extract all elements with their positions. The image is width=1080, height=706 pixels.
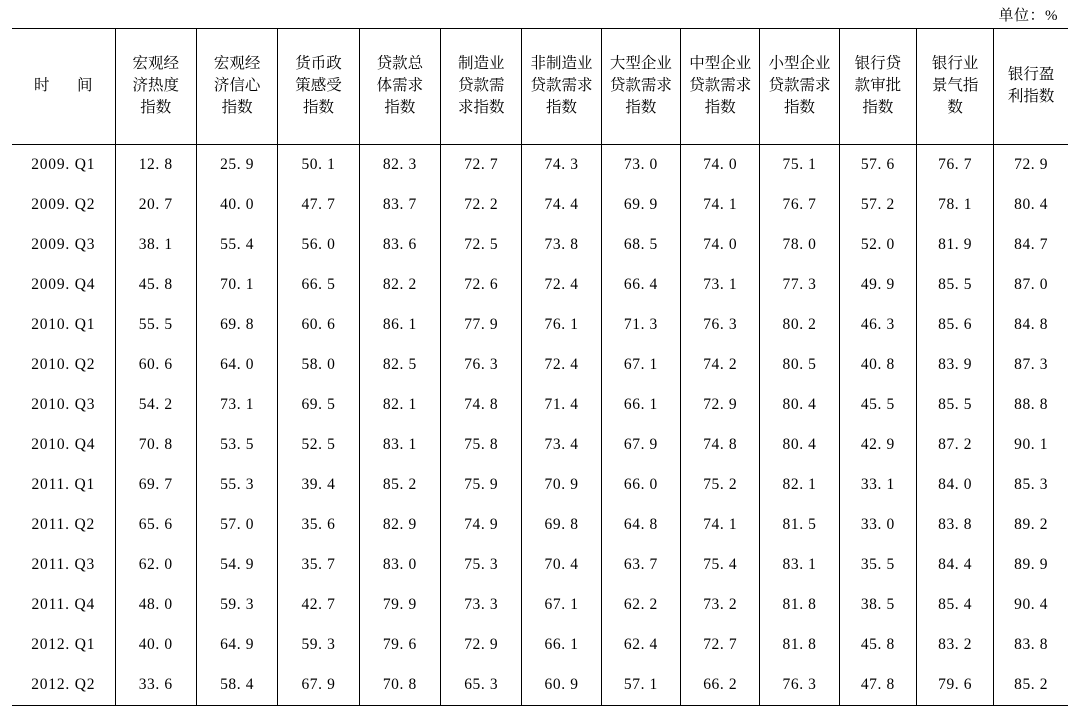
header-line: 大型企业	[609, 55, 672, 72]
cell-macro_heat: 54. 2	[115, 385, 196, 425]
cell-macro_heat: 55. 5	[115, 305, 196, 345]
cell-monetary_policy: 58. 0	[278, 345, 359, 385]
cell-banking_prosperity: 81. 9	[916, 225, 993, 265]
cell-large_enterprise_loan_demand: 71. 3	[601, 305, 680, 345]
cell-nonmanufacturing_loan_demand: 70. 4	[522, 545, 601, 585]
cell-monetary_policy: 35. 7	[278, 545, 359, 585]
cell-banking_prosperity: 85. 5	[916, 385, 993, 425]
cell-bank_profit: 83. 8	[994, 625, 1068, 665]
cell-monetary_policy: 39. 4	[278, 465, 359, 505]
cell-total_loan_demand: 85. 2	[359, 465, 440, 505]
cell-manufacturing_loan_demand: 65. 3	[441, 665, 522, 706]
cell-total_loan_demand: 82. 5	[359, 345, 440, 385]
column-header-nonmanufacturing-loan-demand	[522, 29, 601, 145]
cell-total_loan_demand: 79. 6	[359, 625, 440, 665]
cell-small_enterprise_loan_demand: 76. 7	[760, 185, 839, 225]
cell-medium_enterprise_loan_demand: 74. 8	[681, 425, 760, 465]
cell-monetary_policy: 52. 5	[278, 425, 359, 465]
header-line: 利指数	[1007, 88, 1055, 105]
table-head	[12, 29, 1068, 145]
cell-macro_heat: 12. 8	[115, 145, 196, 186]
column-header-large-enterprise-loan-demand	[601, 29, 680, 145]
header-line: 济信心	[213, 77, 261, 94]
cell-time: 2011. Q1	[31, 475, 96, 493]
cell-monetary_policy: 59. 3	[278, 625, 359, 665]
cell-banking_prosperity: 85. 5	[916, 265, 993, 305]
cell-nonmanufacturing_loan_demand: 72. 4	[522, 265, 601, 305]
header-line: 制造业	[457, 55, 505, 72]
cell-bank_profit: 90. 1	[994, 425, 1068, 465]
cell-banking_prosperity: 85. 6	[916, 305, 993, 345]
cell-large_enterprise_loan_demand: 68. 5	[601, 225, 680, 265]
cell-nonmanufacturing_loan_demand: 70. 9	[522, 465, 601, 505]
cell-macro_confidence: 58. 4	[196, 665, 277, 706]
header-line: 小型企业	[768, 55, 831, 72]
cell-time: 2009. Q1	[31, 155, 96, 173]
cell-medium_enterprise_loan_demand: 74. 2	[681, 345, 760, 385]
cell-bank_profit: 87. 0	[994, 265, 1068, 305]
table-row	[12, 345, 1068, 385]
cell-small_enterprise_loan_demand: 81. 5	[760, 505, 839, 545]
cell-macro_confidence: 40. 0	[196, 185, 277, 225]
table-row	[12, 425, 1068, 465]
table-row	[12, 225, 1068, 265]
cell-bank_loan_approval: 46. 3	[839, 305, 916, 345]
header-line: 指数	[704, 99, 736, 116]
cell-manufacturing_loan_demand: 72. 2	[441, 185, 522, 225]
cell-medium_enterprise_loan_demand: 75. 2	[681, 465, 760, 505]
cell-monetary_policy: 60. 6	[278, 305, 359, 345]
cell-time: 2011. Q2	[31, 515, 96, 533]
header-line: 指数	[384, 99, 416, 116]
cell-macro_confidence: 73. 1	[196, 385, 277, 425]
cell-macro_heat: 65. 6	[115, 505, 196, 545]
header-line: 数	[947, 99, 963, 116]
cell-bank_loan_approval: 57. 6	[839, 145, 916, 186]
cell-medium_enterprise_loan_demand: 73. 1	[681, 265, 760, 305]
header-line: 体需求	[376, 77, 424, 94]
cell-manufacturing_loan_demand: 76. 3	[441, 345, 522, 385]
header-line: 货币政	[295, 55, 342, 72]
cell-time: 2010. Q3	[31, 395, 96, 413]
cell-bank_profit: 85. 2	[994, 665, 1068, 706]
cell-bank_profit: 89. 9	[994, 545, 1068, 585]
table-header-row	[12, 29, 1068, 145]
cell-banking_prosperity: 83. 8	[916, 505, 993, 545]
cell-nonmanufacturing_loan_demand: 74. 3	[522, 145, 601, 186]
cell-bank_loan_approval: 57. 2	[839, 185, 916, 225]
cell-time: 2010. Q4	[31, 435, 96, 453]
cell-large_enterprise_loan_demand: 62. 4	[601, 625, 680, 665]
table-row	[12, 145, 1068, 186]
cell-macro_heat: 33. 6	[115, 665, 196, 706]
cell-bank_loan_approval: 49. 9	[839, 265, 916, 305]
cell-large_enterprise_loan_demand: 67. 1	[601, 345, 680, 385]
table-row	[12, 385, 1068, 425]
cell-monetary_policy: 66. 5	[278, 265, 359, 305]
cell-banking_prosperity: 78. 1	[916, 185, 993, 225]
header-line: 指数	[140, 99, 172, 116]
column-header-small-enterprise-loan-demand	[760, 29, 839, 145]
cell-large_enterprise_loan_demand: 63. 7	[601, 545, 680, 585]
cell-total_loan_demand: 86. 1	[359, 305, 440, 345]
cell-bank_loan_approval: 35. 5	[839, 545, 916, 585]
cell-macro_confidence: 64. 9	[196, 625, 277, 665]
cell-macro_confidence: 25. 9	[196, 145, 277, 186]
cell-bank_profit: 84. 8	[994, 305, 1068, 345]
cell-large_enterprise_loan_demand: 73. 0	[601, 145, 680, 186]
column-header-banking-prosperity	[916, 29, 993, 145]
header-line: 求指数	[457, 99, 505, 116]
cell-bank_profit: 84. 7	[994, 225, 1068, 265]
cell-bank_profit: 89. 2	[994, 505, 1068, 545]
cell-total_loan_demand: 79. 9	[359, 585, 440, 625]
cell-small_enterprise_loan_demand: 76. 3	[760, 665, 839, 706]
cell-banking_prosperity: 85. 4	[916, 585, 993, 625]
cell-macro_confidence: 64. 0	[196, 345, 277, 385]
cell-macro_heat: 40. 0	[115, 625, 196, 665]
cell-manufacturing_loan_demand: 75. 9	[441, 465, 522, 505]
cell-large_enterprise_loan_demand: 62. 2	[601, 585, 680, 625]
cell-macro_confidence: 70. 1	[196, 265, 277, 305]
cell-monetary_policy: 69. 5	[278, 385, 359, 425]
cell-macro_confidence: 69. 8	[196, 305, 277, 345]
cell-bank_profit: 85. 3	[994, 465, 1068, 505]
header-line: 款审批	[854, 77, 902, 94]
cell-macro_confidence: 59. 3	[196, 585, 277, 625]
column-header-monetary-policy	[278, 29, 359, 145]
cell-manufacturing_loan_demand: 74. 9	[441, 505, 522, 545]
column-header-macro-heat	[115, 29, 196, 145]
header-line: 济热度	[132, 77, 179, 94]
cell-bank_loan_approval: 52. 0	[839, 225, 916, 265]
cell-large_enterprise_loan_demand: 64. 8	[601, 505, 680, 545]
cell-monetary_policy: 67. 9	[278, 665, 359, 706]
cell-manufacturing_loan_demand: 72. 7	[441, 145, 522, 186]
cell-monetary_policy: 35. 6	[278, 505, 359, 545]
cell-bank_loan_approval: 33. 0	[839, 505, 916, 545]
header-line: 中型企业	[689, 55, 752, 72]
cell-total_loan_demand: 82. 3	[359, 145, 440, 186]
cell-bank_profit: 72. 9	[994, 145, 1068, 186]
header-line: 策感受	[295, 77, 342, 94]
cell-monetary_policy: 42. 7	[278, 585, 359, 625]
cell-time: 2009. Q4	[31, 275, 96, 293]
cell-macro_confidence: 55. 4	[196, 225, 277, 265]
cell-bank_loan_approval: 33. 1	[839, 465, 916, 505]
cell-medium_enterprise_loan_demand: 72. 9	[681, 385, 760, 425]
cell-time: 2010. Q2	[31, 355, 96, 373]
cell-time: 2011. Q4	[31, 595, 96, 613]
header-line: 贷款需	[457, 77, 505, 94]
cell-total_loan_demand: 82. 2	[359, 265, 440, 305]
cell-macro_heat: 45. 8	[115, 265, 196, 305]
unit-note: 单位：%	[998, 8, 1058, 24]
cell-total_loan_demand: 70. 8	[359, 665, 440, 706]
cell-nonmanufacturing_loan_demand: 67. 1	[522, 585, 601, 625]
cell-large_enterprise_loan_demand: 66. 0	[601, 465, 680, 505]
cell-time: 2009. Q3	[31, 235, 96, 253]
cell-small_enterprise_loan_demand: 81. 8	[760, 585, 839, 625]
cell-medium_enterprise_loan_demand: 74. 1	[681, 185, 760, 225]
cell-bank_profit: 88. 8	[994, 385, 1068, 425]
table-row	[12, 185, 1068, 225]
cell-small_enterprise_loan_demand: 80. 5	[760, 345, 839, 385]
cell-total_loan_demand: 82. 1	[359, 385, 440, 425]
cell-nonmanufacturing_loan_demand: 74. 4	[522, 185, 601, 225]
cell-time: 2010. Q1	[31, 315, 96, 333]
cell-small_enterprise_loan_demand: 80. 4	[760, 425, 839, 465]
cell-macro_confidence: 53. 5	[196, 425, 277, 465]
cell-large_enterprise_loan_demand: 66. 1	[601, 385, 680, 425]
cell-bank_loan_approval: 45. 8	[839, 625, 916, 665]
cell-nonmanufacturing_loan_demand: 73. 8	[522, 225, 601, 265]
header-line: 宏观经	[213, 55, 261, 72]
column-header-total-loan-demand	[359, 29, 440, 145]
cell-total_loan_demand: 82. 9	[359, 505, 440, 545]
cell-time: 2009. Q2	[31, 195, 96, 213]
header-line: 宏观经	[132, 55, 179, 72]
cell-time: 2012. Q1	[31, 635, 96, 653]
cell-time: 2012. Q2	[12, 665, 115, 706]
cell-banking_prosperity: 83. 9	[916, 345, 993, 385]
cell-small_enterprise_loan_demand: 78. 0	[760, 225, 839, 265]
cell-small_enterprise_loan_demand: 77. 3	[760, 265, 839, 305]
cell-medium_enterprise_loan_demand: 74. 0	[681, 145, 760, 186]
table-row	[12, 305, 1068, 345]
header-line: 贷款需求	[768, 77, 831, 94]
cell-banking_prosperity: 84. 0	[916, 465, 993, 505]
header-line: 指数	[784, 99, 816, 116]
cell-bank_loan_approval: 47. 8	[839, 665, 916, 706]
cell-macro_confidence: 54. 9	[196, 545, 277, 585]
header-line: 贷款需求	[530, 77, 593, 94]
column-header-bank-profit	[994, 29, 1068, 145]
column-header-macro-confidence	[196, 29, 277, 145]
column-header-bank-loan-approval	[839, 29, 916, 145]
cell-monetary_policy: 50. 1	[278, 145, 359, 186]
cell-nonmanufacturing_loan_demand: 66. 1	[522, 625, 601, 665]
table-row	[12, 465, 1068, 505]
cell-nonmanufacturing_loan_demand: 76. 1	[522, 305, 601, 345]
header-line: 指数	[546, 99, 578, 116]
cell-bank_loan_approval: 40. 8	[839, 345, 916, 385]
table-row	[12, 625, 1068, 665]
cell-manufacturing_loan_demand: 77. 9	[441, 305, 522, 345]
cell-bank_loan_approval: 38. 5	[839, 585, 916, 625]
header-line: 景气指	[931, 77, 979, 94]
table-row	[12, 585, 1068, 625]
cell-large_enterprise_loan_demand: 66. 4	[601, 265, 680, 305]
header-line: 贷款需求	[689, 77, 752, 94]
cell-time: 2011. Q3	[31, 555, 96, 573]
cell-banking_prosperity: 83. 2	[916, 625, 993, 665]
cell-total_loan_demand: 83. 6	[359, 225, 440, 265]
column-header-medium-enterprise-loan-demand	[681, 29, 760, 145]
cell-large_enterprise_loan_demand: 57. 1	[601, 665, 680, 706]
cell-small_enterprise_loan_demand: 75. 1	[760, 145, 839, 186]
cell-medium_enterprise_loan_demand: 75. 4	[681, 545, 760, 585]
cell-macro_heat: 38. 1	[115, 225, 196, 265]
cell-large_enterprise_loan_demand: 69. 9	[601, 185, 680, 225]
cell-banking_prosperity: 84. 4	[916, 545, 993, 585]
header-line: 指数	[302, 99, 334, 116]
cell-medium_enterprise_loan_demand: 74. 0	[681, 225, 760, 265]
cell-macro_heat: 62. 0	[115, 545, 196, 585]
header-line: 贷款需求	[609, 77, 672, 94]
cell-medium_enterprise_loan_demand: 74. 1	[681, 505, 760, 545]
cell-nonmanufacturing_loan_demand: 73. 4	[522, 425, 601, 465]
column-header-manufacturing-loan-demand	[441, 29, 522, 145]
header-line: 银行盈	[1007, 66, 1055, 83]
cell-bank_profit: 87. 3	[994, 345, 1068, 385]
cell-monetary_policy: 47. 7	[278, 185, 359, 225]
cell-small_enterprise_loan_demand: 80. 2	[760, 305, 839, 345]
cell-small_enterprise_loan_demand: 83. 1	[760, 545, 839, 585]
cell-medium_enterprise_loan_demand: 72. 7	[681, 625, 760, 665]
cell-macro_heat: 69. 7	[115, 465, 196, 505]
header-line: 银行贷	[854, 55, 902, 72]
cell-manufacturing_loan_demand: 72. 5	[441, 225, 522, 265]
cell-manufacturing_loan_demand: 75. 3	[441, 545, 522, 585]
cell-macro_heat: 20. 7	[115, 185, 196, 225]
column-header-time	[12, 29, 115, 145]
header-line: 指数	[625, 99, 657, 116]
table-row	[12, 265, 1068, 305]
cell-small_enterprise_loan_demand: 81. 8	[760, 625, 839, 665]
cell-manufacturing_loan_demand: 73. 3	[441, 585, 522, 625]
cell-banking_prosperity: 87. 2	[916, 425, 993, 465]
table-row	[12, 505, 1068, 545]
cell-total_loan_demand: 83. 0	[359, 545, 440, 585]
cell-bank_profit: 90. 4	[994, 585, 1068, 625]
cell-banking_prosperity: 76. 7	[916, 145, 993, 186]
cell-monetary_policy: 56. 0	[278, 225, 359, 265]
cell-macro_heat: 70. 8	[115, 425, 196, 465]
cell-medium_enterprise_loan_demand: 73. 2	[681, 585, 760, 625]
header-line: 银行业	[931, 55, 979, 72]
statistics-table	[12, 28, 1068, 706]
cell-total_loan_demand: 83. 7	[359, 185, 440, 225]
cell-manufacturing_loan_demand: 75. 8	[441, 425, 522, 465]
cell-nonmanufacturing_loan_demand: 69. 8	[522, 505, 601, 545]
header-line: 贷款总	[376, 55, 424, 72]
cell-total_loan_demand: 83. 1	[359, 425, 440, 465]
cell-macro_heat: 60. 6	[115, 345, 196, 385]
cell-manufacturing_loan_demand: 74. 8	[441, 385, 522, 425]
cell-medium_enterprise_loan_demand: 66. 2	[681, 665, 760, 706]
cell-manufacturing_loan_demand: 72. 6	[441, 265, 522, 305]
cell-macro_confidence: 55. 3	[196, 465, 277, 505]
cell-banking_prosperity: 79. 6	[916, 665, 993, 706]
cell-manufacturing_loan_demand: 72. 9	[441, 625, 522, 665]
header-line: 指数	[862, 99, 894, 116]
header-line: 非制造业	[530, 55, 593, 72]
cell-nonmanufacturing_loan_demand: 71. 4	[522, 385, 601, 425]
cell-macro_confidence: 57. 0	[196, 505, 277, 545]
table-row	[12, 665, 1068, 706]
cell-bank_loan_approval: 42. 9	[839, 425, 916, 465]
cell-medium_enterprise_loan_demand: 76. 3	[681, 305, 760, 345]
header-line: 时 间	[34, 77, 99, 94]
cell-large_enterprise_loan_demand: 67. 9	[601, 425, 680, 465]
cell-small_enterprise_loan_demand: 82. 1	[760, 465, 839, 505]
table-body	[12, 145, 1068, 706]
cell-nonmanufacturing_loan_demand: 72. 4	[522, 345, 601, 385]
cell-macro_heat: 48. 0	[115, 585, 196, 625]
table-row	[12, 545, 1068, 585]
cell-small_enterprise_loan_demand: 80. 4	[760, 385, 839, 425]
cell-bank_profit: 80. 4	[994, 185, 1068, 225]
cell-nonmanufacturing_loan_demand: 60. 9	[522, 665, 601, 706]
cell-bank_loan_approval: 45. 5	[839, 385, 916, 425]
header-line: 指数	[221, 99, 253, 116]
